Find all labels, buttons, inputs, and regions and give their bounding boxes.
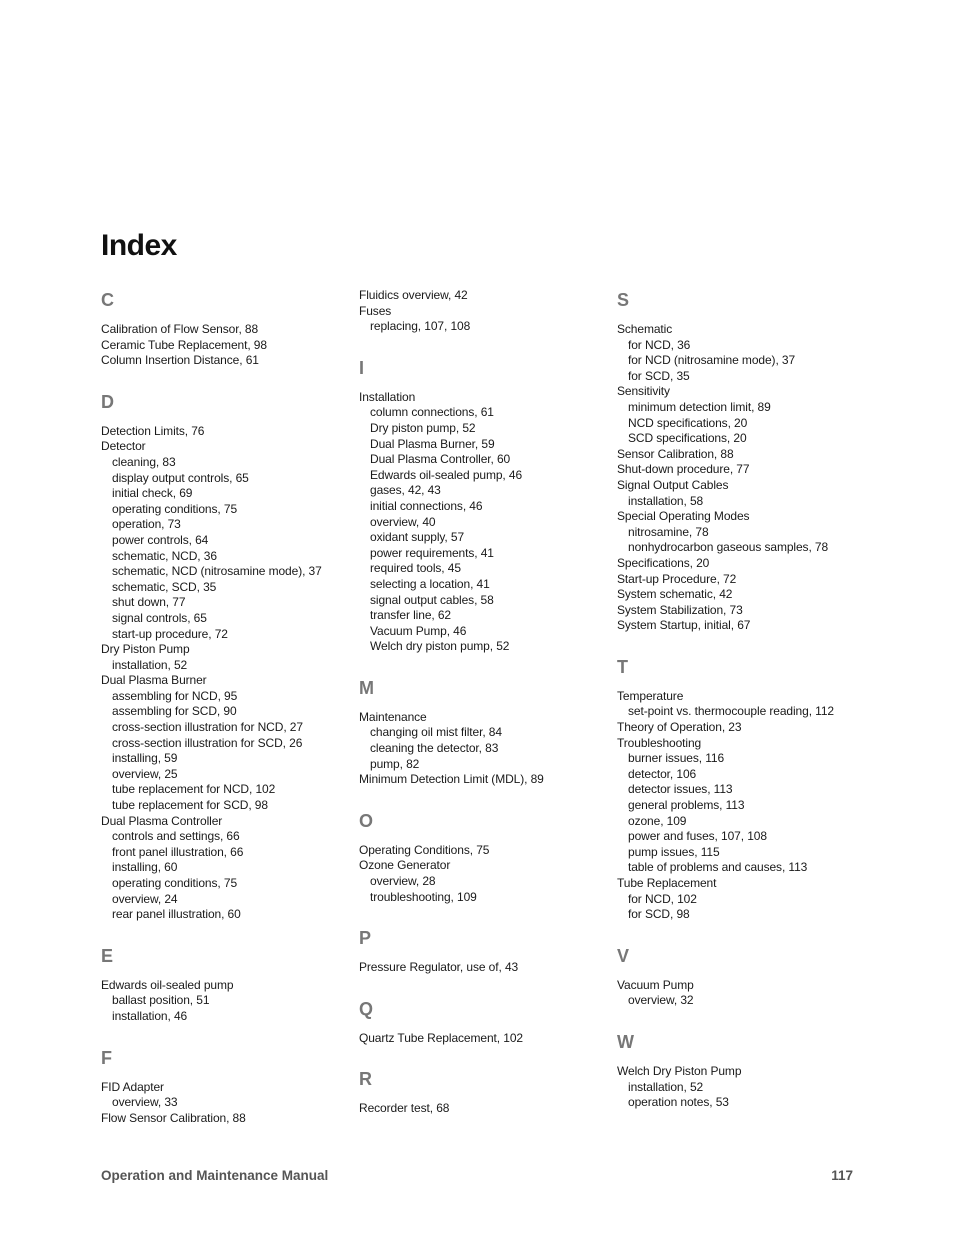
index-entry: Schematic [617, 322, 673, 336]
footer-page-number: 117 [831, 1168, 853, 1183]
section-spacer [359, 1046, 604, 1067]
index-section [359, 288, 604, 335]
index-entry: Edwards oil-sealed pump [101, 977, 234, 992]
index-subentry: replacing, 107, 108 [370, 319, 471, 334]
index-subentry: ozone, 109 [628, 813, 687, 828]
index-subentry: installation, 52 [628, 1079, 704, 1094]
index-subentry: initial check, 69 [112, 486, 193, 501]
index-entry: Shut-down procedure, 77 [617, 462, 750, 477]
index-section [101, 288, 346, 369]
index-subentry: assembling for NCD, 95 [112, 688, 238, 703]
index-subentry: pump issues, 115 [628, 844, 720, 859]
index-entry: Maintenance [359, 709, 427, 724]
index-subentry: overview, 40 [370, 514, 436, 529]
index-subentry: for SCD, 98 [628, 907, 690, 922]
index-section [617, 288, 862, 634]
index-subentry: schematic, SCD, 35 [112, 579, 217, 594]
index-entry: Detection Limits, 76 [101, 423, 205, 438]
index-entry: Signal Output Cables [617, 477, 729, 492]
index-subentry: tube replacement for NCD, 102 [112, 782, 276, 797]
index-subentry: overview, 24 [112, 891, 178, 906]
index-subentry: Dual Plasma Controller, 60 [370, 452, 511, 467]
section-spacer [359, 905, 604, 926]
index-entry: Fuses [359, 303, 392, 318]
index-subentry: operating conditions, 75 [112, 876, 238, 890]
index-subentry: for NCD, 36 [628, 337, 691, 352]
index-subentry: tube replacement for SCD, 98 [112, 798, 268, 813]
section-letter: W [617, 1031, 634, 1052]
index-subentry: detector issues, 113 [628, 782, 733, 797]
index-entry: Start-up Procedure, 72 [617, 571, 737, 586]
index-entry: Sensor Calibration, 88 [617, 446, 734, 461]
index-entry: Flow Sensor Calibration, 88 [101, 1110, 246, 1125]
section-spacer [359, 976, 604, 997]
section-letter: O [359, 810, 374, 831]
index-subentry: signal output cables, 58 [370, 592, 494, 607]
section-spacer [359, 788, 604, 809]
index-entry: Detector [101, 439, 146, 454]
index-entry: Temperature [617, 688, 684, 703]
index-subentry: schematic, NCD (nitrosamine mode), 37 [112, 564, 322, 579]
index-entry: Specifications, 20 [617, 555, 710, 570]
index-subentry: troubleshooting, 109 [370, 889, 477, 904]
footer-manual-title: Operation and Maintenance Manual [101, 1168, 329, 1183]
index-subentry: operating conditions, 75 [112, 501, 238, 516]
index-subentry: initial connections, 46 [370, 498, 483, 513]
index-subentry: display output controls, 65 [112, 470, 249, 485]
index-entry: System schematic, 42 [617, 587, 733, 602]
index-section [359, 1067, 604, 1117]
index-subentry: nitrosamine, 78 [628, 524, 709, 539]
index-subentry: power controls, 64 [112, 532, 209, 547]
section-spacer [101, 923, 346, 944]
index-subentry: power and fuses, 107, 108 [628, 829, 767, 844]
section-letter: D [101, 391, 114, 412]
index-subentry: start-up procedure, 72 [112, 626, 228, 641]
index-subentry: cross-section illustration for NCD, 27 [112, 720, 303, 735]
section-letter: E [101, 945, 114, 966]
index-entry: Dual Plasma Controller [101, 813, 223, 828]
index-subentry: Dry piston pump, 52 [370, 420, 476, 435]
index-section [101, 1046, 346, 1127]
index-subentry: Vacuum Pump, 46 [370, 623, 467, 638]
index-subentry: NCD specifications, 20 [628, 415, 748, 430]
index-subentry: SCD specifications, 20 [628, 431, 747, 446]
index-entry: System Stabilization, 73 [617, 602, 743, 617]
index-subentry: oxidant supply, 57 [370, 530, 465, 545]
section-letter: P [359, 928, 372, 949]
index-entry: Calibration of Flow Sensor, 88 [101, 322, 259, 336]
index-column-1 [101, 288, 346, 1126]
section-spacer [101, 369, 346, 390]
index-subentry: for NCD, 102 [628, 891, 697, 906]
index-entry: Theory of Operation, 23 [617, 720, 742, 735]
section-letter: T [617, 656, 628, 677]
section-spacer [359, 655, 604, 676]
index-subentry: column connections, 61 [370, 405, 494, 420]
index-entry: Dry Piston Pump [101, 642, 190, 657]
index-section [359, 926, 604, 976]
section-spacer [617, 634, 862, 655]
index-entry: Welch Dry Piston Pump [617, 1063, 742, 1078]
index-subentry: table of problems and causes, 113 [628, 860, 808, 875]
index-subentry: Welch dry piston pump, 52 [370, 639, 510, 654]
index-subentry: installation, 58 [628, 493, 704, 508]
index-subentry: detector, 106 [628, 766, 697, 781]
index-subentry: cleaning, 83 [112, 454, 176, 469]
section-spacer [359, 335, 604, 356]
index-subentry: installation, 52 [112, 657, 188, 672]
index-subentry: cleaning the detector, 83 [370, 741, 499, 756]
index-entry: Ceramic Tube Replacement, 98 [101, 337, 267, 352]
section-letter: F [101, 1047, 112, 1068]
index-section [617, 1030, 862, 1111]
index-entry: Ozone Generator [359, 858, 451, 873]
index-subentry: schematic, NCD, 36 [112, 548, 217, 563]
index-entry: Quartz Tube Replacement, 102 [359, 1030, 523, 1045]
index-subentry: burner issues, 116 [628, 751, 725, 766]
index-subentry: minimum detection limit, 89 [628, 399, 771, 414]
index-subentry: controls and settings, 66 [112, 829, 240, 844]
index-subentry: for NCD (nitrosamine mode), 37 [628, 353, 796, 368]
index-subentry: selecting a location, 41 [370, 576, 490, 591]
index-subentry: for SCD, 35 [628, 368, 690, 383]
index-subentry: signal controls, 65 [112, 610, 207, 625]
index-subentry: changing oil mist filter, 84 [370, 725, 502, 740]
index-column-2 [359, 288, 604, 1117]
index-section [617, 655, 862, 923]
index-subentry: gases, 42, 43 [370, 483, 441, 498]
index-subentry: overview, 25 [112, 766, 178, 781]
index-section [359, 356, 604, 655]
index-subentry: Dual Plasma Burner, 59 [370, 436, 495, 451]
index-subentry: pump, 82 [370, 756, 420, 771]
section-letter: V [617, 945, 630, 966]
section-letter: C [101, 290, 114, 310]
index-entry: Column Insertion Distance, 61 [101, 353, 259, 368]
section-letter: S [617, 290, 630, 310]
index-entry: Operating Conditions, 75 [359, 842, 490, 857]
index-entry: Minimum Detection Limit (MDL), 89 [359, 772, 544, 787]
index-entry: Installation [359, 389, 416, 404]
index-section [359, 809, 604, 905]
index-subentry: operation notes, 53 [628, 1095, 729, 1110]
index-subentry: nonhydrocarbon gaseous samples, 78 [628, 540, 829, 555]
index-subentry: general problems, 113 [628, 798, 745, 813]
index-entry: Recorder test, 68 [359, 1101, 450, 1116]
index-subentry: installing, 59 [112, 751, 178, 766]
index-subentry: installation, 46 [112, 1008, 188, 1023]
index-subentry: Edwards oil-sealed pump, 46 [370, 467, 523, 482]
section-letter: I [359, 357, 365, 378]
index-subentry: rear panel illustration, 60 [112, 907, 241, 922]
index-section [359, 676, 604, 788]
index-subentry: operation, 73 [112, 517, 181, 532]
index-subentry: overview, 33 [112, 1095, 178, 1110]
index-entry: Special Operating Modes [617, 509, 750, 524]
index-entry: Tube Replacement [617, 876, 717, 890]
index-entry: Vacuum Pump [617, 977, 694, 992]
index-entry: Pressure Regulator, use of, 43 [359, 960, 519, 975]
section-spacer [617, 1009, 862, 1030]
index-entry: Sensitivity [617, 384, 670, 399]
section-letter: M [359, 677, 374, 698]
index-subentry: overview, 32 [628, 993, 694, 1008]
section-spacer [617, 923, 862, 944]
section-spacer [101, 1025, 346, 1046]
index-entry: Fluidics overview, 42 [359, 288, 468, 302]
section-letter: R [359, 1069, 372, 1090]
index-column-3 [617, 288, 862, 1111]
index-entry: System Startup, initial, 67 [617, 618, 751, 633]
index-section [101, 944, 346, 1025]
index-section [359, 997, 604, 1047]
index-section [617, 944, 862, 1009]
section-letter: Q [359, 998, 374, 1019]
index-subentry: power requirements, 41 [370, 545, 494, 560]
index-subentry: installing, 60 [112, 860, 178, 875]
index-subentry: transfer line, 62 [370, 608, 452, 623]
index-subentry: front panel illustration, 66 [112, 844, 244, 859]
index-subentry: set-point vs. thermocouple reading, 112 [628, 704, 835, 719]
index-subentry: ballast position, 51 [112, 993, 210, 1008]
index-section [101, 390, 346, 923]
index-subentry: cross-section illustration for SCD, 26 [112, 735, 303, 750]
index-entry: Troubleshooting [617, 735, 702, 750]
index-subentry: shut down, 77 [112, 595, 186, 610]
index-subentry: overview, 28 [370, 874, 436, 889]
index-entry: Dual Plasma Burner [101, 673, 207, 688]
index-subentry: assembling for SCD, 90 [112, 704, 237, 719]
index-entry: FID Adapter [101, 1079, 164, 1094]
index-subentry: required tools, 45 [370, 561, 461, 576]
page-title: Index [101, 229, 177, 262]
